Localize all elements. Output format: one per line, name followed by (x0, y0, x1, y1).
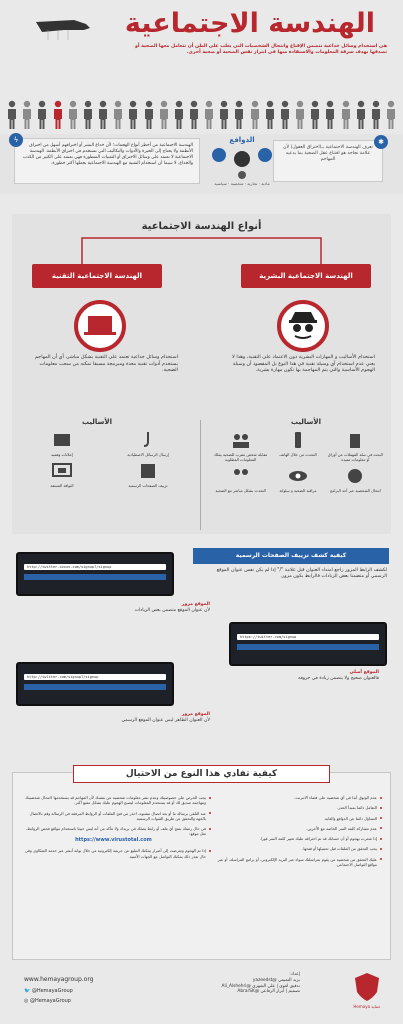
technical-type-label: الهندسة الاجتماعية التقنية (32, 264, 162, 288)
logo-name: حماية Hemaya (353, 1003, 381, 1009)
person-icon (264, 100, 276, 130)
method-item: البحث في سلة المهملات عن أوراق أو معلومات مفيدة (328, 430, 383, 462)
method-item: التحدث من خلال الهاتف (270, 430, 325, 462)
credits (160, 972, 300, 995)
caption-fake-1: الموقع مزور لأن عنوان الموقع متضمن بعض الزيادات (134, 602, 210, 614)
lightning-icon: ϟ (9, 133, 23, 147)
human-type-label: الهندسة الاجتماعية البشرية (241, 264, 371, 288)
motives-label: الدوافع (229, 136, 255, 144)
eye-icon (286, 466, 310, 486)
website-link[interactable]: www.hemayagroup.org (24, 976, 94, 983)
phone-icon (286, 430, 310, 450)
hemaya-logo (347, 972, 387, 1016)
hook-icon (136, 430, 160, 450)
technical-methods-grid (20, 430, 190, 488)
caption-real: الموقع أصلي فالعنوان صحيح ولا يتضمن زيادة في حروفه (298, 670, 379, 682)
person-icon (355, 100, 367, 130)
list-item: عند التلقي برسالة ما أو بعد اتصال مشبوه، احذر من فتح الملفات أو الروابط المرفقة في الرسالة وقم بالاتصال بالجهة والتحقق عن طريق القنوات الرسمية. (21, 811, 211, 822)
list-item: عليك التحقق من شخصية من يقوم بمراسلتك سواء عبر البريد الإلكتروني، أو برامج المراسلة، أو عبر مواقع التواصل الاجتماعي. (217, 857, 382, 868)
person-icon (143, 100, 155, 130)
person-icon (82, 100, 94, 130)
list-item: التساؤل دائما عن الدوافع والغاية. (217, 816, 382, 821)
list-item: في حال رغبتك بفتح أي ملف أو رابط يصلك في بريدك ولا تتأكد من أنه ليس خبيثا باستخدام مواقع فحص الروابط، مثل موقع: https://www.virustotal.com (21, 826, 211, 843)
meeting-icon (229, 430, 253, 450)
person-icon (233, 100, 245, 130)
human-description: استخدام الأساليب و المهارات البشرية دون الاعتماد على التقنية، وهذا لا يعني عدم استخدام أي وسيلة تقنية في هذا النوع بل المقصود أن وسيلة الهجوم الأساسية والتي يتم المهاجمة بها تكون مهارة بشرية. (232, 354, 375, 374)
method-item: إعلانات وهمية (20, 430, 104, 457)
motives-items: مادية · تجارية · شخصية · سياسية (214, 181, 270, 187)
person-icon (234, 151, 250, 167)
list-item: عدم الوثوق أبدا في أي شخصية على فضاء الانترنت. (217, 795, 382, 800)
page-bar (24, 574, 166, 580)
person-icon (36, 100, 48, 130)
method-item: إرسال الرسائل الاصطيادية (106, 430, 190, 457)
fake-page-icon (136, 461, 160, 481)
danger-box (14, 138, 200, 184)
browser-fake-1 (16, 552, 174, 596)
person-icon (188, 100, 200, 130)
url-bar: https://twitter.com/signup (237, 634, 379, 640)
method-item: النوافذ المنبثقة (20, 461, 104, 488)
person-icon (173, 100, 185, 130)
avoid-section (12, 769, 391, 960)
header (0, 0, 403, 92)
danger-text: الهندسة الاجتماعية من أخطر أنواع الهجمات؛ لأن خداع البشر أو اختراقهم أسهل من اختراق الأنظمة ولا يحتاج إلى الخبرة والأدوات والتكاليف التي تستخدم في اختراق الأنظمة. الهندسة الاجتماعية لا تعتمد على وسائل الاختراق أو التقنيات المتطورة فهي تعتمد على الكثير من الكذب والخداع، لا سيما أن استخدام التقنية مع الهندسة الاجتماعية يجعلها أكثر خطورة. (22, 143, 193, 166)
trash-icon (343, 430, 367, 450)
types-connector (72, 232, 331, 266)
spy-icon (277, 300, 329, 352)
person-icon (21, 100, 33, 130)
human-methods-title: الأساليب (290, 418, 321, 426)
method-item: تزييف الصفحات الرسمية (106, 461, 190, 488)
fake-pages-title: كيفية كشف تزييف الصفحات الرسمية (193, 548, 389, 564)
person-icon (324, 100, 336, 130)
page-bar (237, 644, 379, 650)
motive-item: مادية (261, 181, 270, 187)
twitter-link[interactable]: 🐦 @HemayaGroup (24, 988, 73, 994)
popup-icon (50, 461, 74, 481)
intro-text: هي استخدام وسائل خداعية تتضمن الإقناع وانتحال الشخصيات التي يغلب على الظن أن تتعامل معها الضحية أو تصدقها بهدف سرقة المعلومات والاستفادة منها في ابتزاز نفس الضحية أو ضحية أخرى. (135, 44, 387, 56)
money-icon (212, 148, 226, 162)
prepared-name: يزيد التميمي @yazeedst (252, 977, 300, 983)
avoid-title: كيفية تفادي هذا النوع من الاحتيال (73, 765, 330, 783)
mask-icon (343, 466, 367, 486)
method-item: مراقبة الضحية و سلوكه (270, 466, 325, 493)
puppet-hand-icon (34, 14, 92, 40)
person-icon (52, 100, 64, 130)
person-icon (249, 100, 261, 130)
page-bar (24, 684, 166, 690)
person-icon (340, 100, 352, 130)
method-item: التحدث بشكل مباشر مع الضحية (213, 466, 268, 493)
chart-icon (258, 148, 272, 162)
methods-divider (200, 420, 201, 530)
person-icon (112, 100, 124, 130)
list-item: عدم مشاركة كلمة السر الخاصة مع الآخرين. (217, 826, 382, 831)
caption-fake-2: الموقع مزور لأن العنوان الظاهر ليس عنوان الموقع الرسمي (121, 712, 210, 724)
design-credit: تصميم | أبرار الرفاعي @AbrarSK (237, 989, 300, 995)
person-icon (279, 100, 291, 130)
types-section (12, 214, 391, 534)
browser-fake-2 (16, 662, 174, 706)
page-title: الهندسة الاجتماعية (124, 8, 375, 39)
technical-description: استخدام وسائل خداعية تعتمد على التقنية بشكل مباشر، أي أن المهاجم يستخدم أدوات تقنية معدة ومبرمجة مسبقا تمكنه من سحب معلومات الضحية. (34, 354, 178, 374)
url-bar: http://twitter.xxxxx.com/signup?/signup (24, 564, 166, 570)
types-title: أنواع الهندسة الاجتماعية (141, 221, 262, 232)
list-item: يجب الحرص على خصوصيتك وعدم نشر معلومات شخصية عن نفسك لأن المهاجم قد يستخدمها لانتحال شخصيتك ومهاجمة صديق لك أو قد يستخدم المعلومات ليصبح الهجوم عليك بشكل مقنع أكثر. (21, 795, 211, 806)
virustotal-link[interactable]: https://www.virustotal.com (75, 836, 152, 843)
person-icon (218, 100, 230, 130)
ad-icon (50, 430, 74, 450)
definition-text: تعرف الهندسة الاجتماعية بـ(اختراق العقول) لأن علامة نجاحه هو اقتناع عقل الضحية بما يدعيه المهاجم (283, 145, 373, 163)
method-item: مقابلة شخص مقرب للضحية يملك المعلومات المطلوبة (213, 430, 268, 462)
social-links (24, 988, 73, 1008)
instagram-link[interactable]: ◎ @HemayaGroup (24, 997, 71, 1004)
motives-section (0, 134, 403, 194)
person-icon (294, 100, 306, 130)
globe-icon (238, 171, 246, 179)
list-item: إذا شعرت بهجوم أو أن حسابك قد تم اختراقه عليك تغيير كلمة السر فورا. (217, 836, 382, 841)
person-icon (67, 100, 79, 130)
motives-icons (207, 145, 277, 179)
fake-pages-section (0, 540, 403, 756)
browser-real (229, 622, 387, 666)
people-row (6, 96, 397, 130)
list-item: التعامل دائما بمبدأ الحذر. (217, 805, 382, 810)
person-icon (203, 100, 215, 130)
conversation-icon (229, 466, 253, 486)
list-item: يجب التحقق من الملفات قبل تحميلها أو فتحها. (217, 846, 382, 851)
fake-pages-description: لكشف الرابط المزور راجع امتداد العنوان قبل علامة "/" إذا لم يكن نفس عنوان الموقع الرسمي أو متضمنا بعض الزيادات فالرابط يكون مزور. (216, 568, 387, 580)
person-icon (158, 100, 170, 130)
method-item: انتحال الشخصية عبر أحد البرامج (328, 466, 383, 493)
shield-icon (353, 972, 381, 1002)
laptop-icon (74, 300, 126, 352)
technical-methods-title: الأساليب (82, 418, 113, 426)
person-icon (6, 100, 18, 130)
review-credit: تدقيق لغوي | علي الشهري @Ali_Alshehri (221, 983, 300, 989)
motive-item: سياسية (214, 181, 227, 187)
url-bar: http://twltter.com/signup?/signup (24, 674, 166, 680)
footer (0, 968, 403, 1024)
person-icon (97, 100, 109, 130)
person-icon (370, 100, 382, 130)
brain-icon: ✱ (374, 135, 388, 149)
motives-center (204, 136, 280, 192)
human-methods-grid (213, 430, 383, 493)
avoid-right-list (217, 795, 382, 872)
definition-box (273, 140, 383, 182)
person-icon (309, 100, 321, 130)
list-item: إذا تم الهجوم وتعرضت إلى أضرار يمكنك التبليغ عن جريمة إلكترونية من خلال بوابة أبشر عبر خدمة الشكاوى وفي حال تعذر ذلك يمكنك التواصل مع الجهات الأمنية. (21, 848, 211, 859)
person-icon (127, 100, 139, 130)
person-icon (385, 100, 397, 130)
prepared-label: إعداد: (289, 972, 300, 977)
motive-item: شخصية (230, 181, 244, 187)
avoid-left-list (21, 795, 211, 864)
motive-item: تجارية (247, 181, 258, 187)
